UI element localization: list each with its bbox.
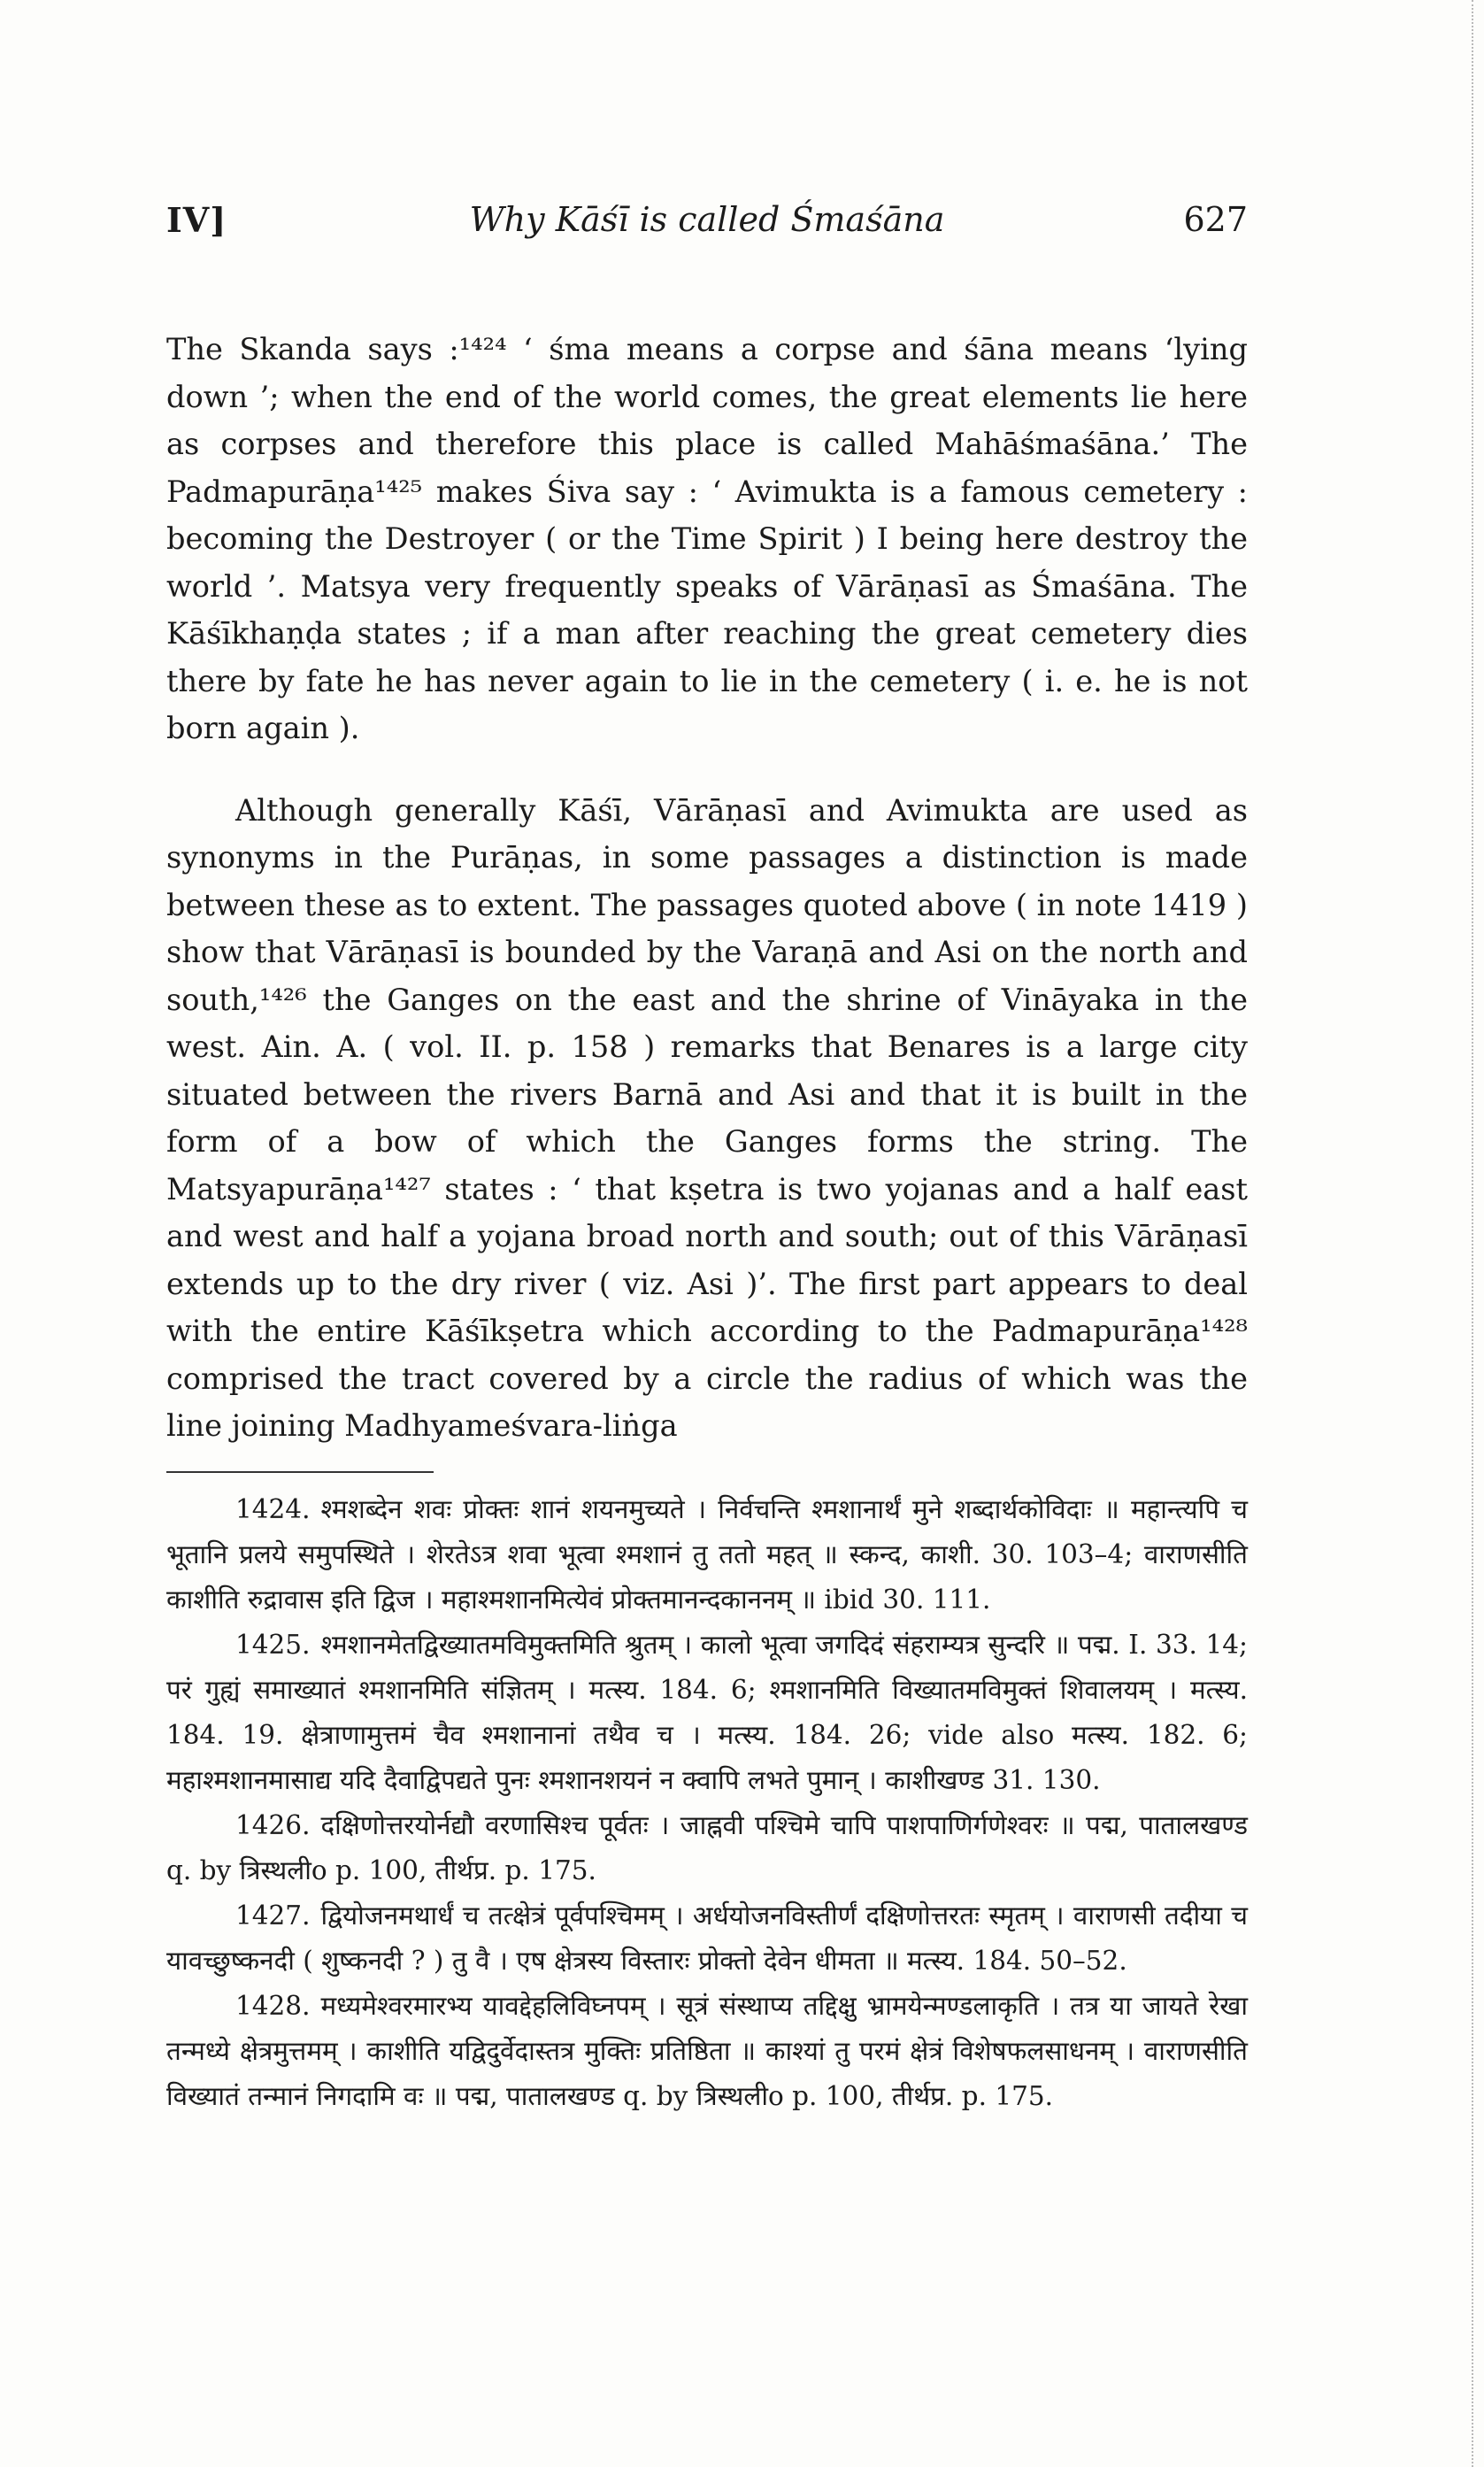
footnote-text: मध्यमेश्वरमारभ्य यावद्देहलिविघ्नपम् । सूत्रं संस्थाप्य तद्दिक्षु भ्रामयेन्मण्डलाकृति । तत्र या जायते रेखा तन्मध्ये क्षेत्रमुत्तमम् । काशीति यद्विदुर्वेदास्तत्र मुक्तिः प्रतिष्ठिता ॥ काश्यां तु परमं क्षेत्रं विशेषफलसाधनम् । वाराणसीति विख्यातं तन्मानं निगदामि वः ॥ पद्म, पातालखण्ड q. by त्रिस्थलीo p. 100, तीर्थप्र. p. 175. <box>166 1990 1248 2111</box>
footnote-number: 1428. <box>235 1990 311 2021</box>
footnote-number: 1427. <box>235 1900 311 1931</box>
footnote-text: द्वियोजनमथार्धं च तत्क्षेत्रं पूर्वपश्चिमम् । अर्धयोजनविस्तीर्णं दक्षिणोत्तरतः स्मृतम् । वाराणसी तदीया च यावच्छुष्कनदी ( शुष्कनदी ? ) तु वै । एष क्षेत्रस्य विस्तारः प्रोक्तो देवेन धीमता ॥ मत्स्य. 184. 50–52. <box>166 1900 1248 1976</box>
footnote <box>166 1487 1248 1623</box>
footnote-text: श्मशब्देन शवः प्रोक्तः शानं शयनमुच्यते । निर्वचन्ति श्मशानार्थं मुने शब्दार्थकोविदाः ॥ महान्त्यपि च भूतानि प्रलये समुपस्थिते । शेरतेऽत्र शवा भूत्वा श्मशानं तु ततो महत् ॥ स्कन्द, काशी. 30. 103–4; वाराणसीति काशीति रुद्रावास इति द्विज । महाश्मशानमित्येवं प्रोक्तमानन्दकाननम् ॥ ibid 30. 111. <box>166 1493 1248 1615</box>
footnote-number: 1424. <box>235 1493 311 1524</box>
running-header <box>166 200 1248 253</box>
footnote <box>166 1984 1248 2119</box>
page <box>166 200 1248 2119</box>
part-label: IV] <box>166 200 227 240</box>
footnote <box>166 1623 1248 1803</box>
footnote <box>166 1893 1248 1984</box>
footnote-number: 1425. <box>235 1629 311 1660</box>
running-title: Why Kāśī is called Śmaśāna <box>469 200 945 239</box>
footnotes <box>166 1487 1248 2119</box>
paragraph: Although generally Kāśī, Vārāṇasī and Avimukta are used as synonyms in the Purāṇas, in some passages a distinction is made between these as to extent. The passages quoted above ( in note 1419 ) show that Vārāṇasī is bounded by the Varaṇā and Asi on the north and south,¹⁴²⁶ the Ganges on the east and the shrine of Vināyaka in the west. Ain. A. ( vol. II. p. 158 ) remarks that Benares is a large city situated between the rivers Barnā and Asi and that it is built in the form of a bow of which the Ganges forms the string. The Matsyapurāṇa¹⁴²⁷ states : ‘ that kṣetra is two yojanas and a half east and west and half a yojana broad north and south; out of this Vārāṇasī extends up to the dry river ( viz. Asi )’. The first part appears to deal with the entire Kāśīkṣetra which according to the Padmapurāṇa¹⁴²⁸ comprised the tract covered by a circle the radius of which was the line joining Madhyameśvara-liṅga <box>166 792 1248 1443</box>
page-number: 627 <box>1183 200 1248 239</box>
footnote <box>166 1803 1248 1893</box>
main-text <box>166 326 1248 1450</box>
footnote-divider <box>166 1471 434 1473</box>
page-edge-rule <box>1472 0 1473 2467</box>
footnote-text: श्मशानमेतद्विख्यातमविमुक्तमिति श्रुतम् । कालो भूत्वा जगदिदं संहराम्यत्र सुन्दरि ॥ पद्म. I. 33. 14; परं गुह्यं समाख्यातं श्मशानमिति संज्ञितम् । मत्स्य. 184. 6; श्मशानमिति विख्यातमविमुक्तं शिवालयम् । मत्स्य. 184. 19. क्षेत्राणामुत्तमं चैव श्मशानानां तथैव च । मत्स्य. 184. 26; vide also मत्स्य. 182. 6; महाश्मशानमासाद्य यदि दैवाद्विपद्यते पुनः श्मशानशयनं न क्वापि लभते पुमान् । काशीखण्ड 31. 130. <box>166 1629 1248 1795</box>
footnote-text: दक्षिणोत्तरयोर्नद्यौ वरणासिश्च पूर्वतः । जाह्नवी पश्चिमे चापि पाशपाणिर्गणेश्वरः ॥ पद्म, पातालखण्ड q. by त्रिस्थलीo p. 100, तीर्थप्र. p. 175. <box>166 1809 1248 1885</box>
footnote-number: 1426. <box>235 1809 311 1840</box>
paragraph: The Skanda says :¹⁴²⁴ ‘ śma means a corpse and śāna means ‘lying down ’; when the end of the world comes, the great elements lie here as corpses and therefore this place is called Mahāśmaśāna.’ The Padmapurāṇa¹⁴²⁵ makes Śiva say : ‘ Avimukta is a famous cemetery : becoming the Destroyer ( or the Time Spirit ) I being here destroy the world ’. Matsya very frequently speaks of Vārāṇasī as Śmaśāna. The Kāśīkhaṇḍa states ; if a man after reaching the great cemetery dies there by fate he has never again to lie in the cemetery ( i. e. he is not born again ). <box>166 332 1248 745</box>
